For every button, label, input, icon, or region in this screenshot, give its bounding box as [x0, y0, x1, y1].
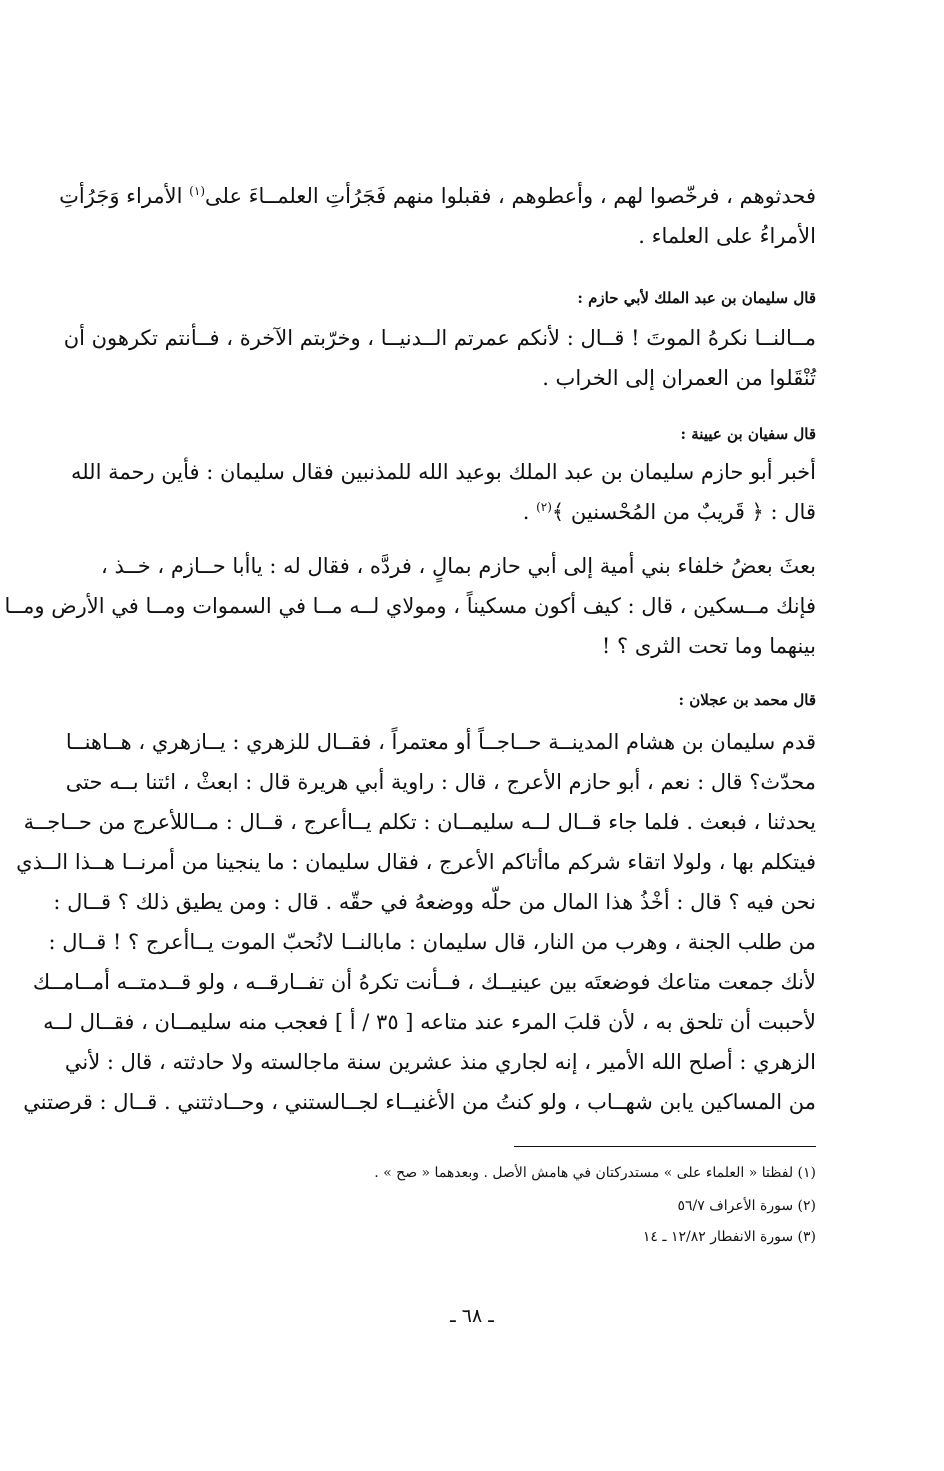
text-line: تُنْقَلوا من العمران إلى الخراب . — [542, 366, 816, 390]
text-line — [118, 492, 816, 532]
text-line: الأمراءُ على العلماء . — [638, 224, 816, 248]
text-line: فيتكلم بها ، ولولا اتقاء شركم ماأتاكم الأعرج ، فقال سليمان : ما ينجينا من أمرنــا هــذا الــذي — [16, 850, 816, 874]
footnote-marker: (١) — [189, 184, 205, 198]
text-segment: الأمراء وَجَرُأتِ — [59, 184, 190, 208]
footnote-3: (٣) سورة الانفطار ١٢/٨٢ ـ ١٤ — [642, 1229, 816, 1245]
text-segment: . — [522, 500, 537, 524]
footnote-2: (٢) سورة الأعراف ٥٦/٧ — [677, 1198, 816, 1214]
text-line — [59, 176, 816, 216]
text-line: نحن فيه ؟ قال : أخْذُ هذا المال من حلّه ووضعهُ في حقّه . قال : ومن يطيق ذلك ؟ قــال : — [53, 890, 816, 914]
text-line: من طلب الجنة ، وهرب من النار، قال سليمان : مابالنــا لانُحبّ الموت يــاأعرج ؟ ! قــال : — [48, 930, 816, 954]
section-body — [70, 452, 816, 532]
text-line: الزهري : أصلح الله الأمير ، إنه لجاري منذ عشرين سنة ماجالسته ولا حادثته ، قال : لأني — [64, 1050, 816, 1074]
text-line: أخبر أبو حازم سليمان بن عبد الملك بوعيد الله للمذنبين فقال سليمان : فأين رحمة الله — [70, 460, 816, 484]
paragraph-umayyad-caliph — [4, 546, 816, 666]
text-line: مــالنــا نكرهُ الموتَ ! قــال : لأنكم عمرتم الــدنيــا ، وخرّبتم الآخرة ، فــأنتم تكرهون أن — [63, 326, 816, 350]
text-line: من المساكين يابن شهــاب ، ولو كنتُ من الأغنيــاء لجــالستني ، وحــادثتني . قــال : قرصتني — [23, 1090, 816, 1114]
section-body — [16, 722, 816, 1122]
opening-paragraph — [59, 176, 816, 256]
footnote-1: (١) لفظتا « العلماء على » مستدركتان في هامش الأصل . وبعدهما « صح » . — [374, 1165, 816, 1181]
text-line: بعثَ بعضُ خلفاء بني أمية إلى أبي حازم بمالٍ ، فردَّه ، فقال له : ياأبا حــازم ، خــذ ، — [100, 554, 816, 578]
section-body — [63, 318, 816, 398]
page-number: ـ ٦٨ ـ — [450, 1305, 494, 1327]
text-line: فإنك مــسكين ، قال : كيف أكون مسكيناً ، ومولاي لــه مــا في السموات ومــا في الأرض ومــا — [4, 594, 816, 618]
text-segment: فحدثوهم ، فرخّصوا لهم ، وأعطوهم ، فقبلوا منهم فَجَرُأتِ العلمــاءَ على — [205, 184, 816, 208]
section-sulayman-abu-hazim — [118, 286, 816, 310]
text-segment: قال : ﴿ قَريبٌ من المُحْسنين ﴾ — [551, 500, 816, 524]
section-heading: قال سليمان بن عبد الملك لأبي حازم : — [577, 289, 816, 307]
section-muhammad-ibn-ajlan — [118, 688, 816, 712]
section-heading: قال محمد بن عجلان : — [678, 691, 816, 709]
section-heading: قال سفيان بن عيينة : — [680, 425, 816, 443]
text-line: لأنك جمعت متاعك فوضعتَه بين عينيــك ، فــأنت تكرهُ أن تفــارقــه ، ولو قــدمتــه أمــامــك — [32, 970, 816, 994]
footnote-marker: (٢) — [536, 500, 552, 514]
text-line: قدم سليمان بن هشام المدينــة حــاجــاً أو معتمراً ، فقــال للزهري : يــازهري ، هــاهنــا — [65, 730, 816, 754]
section-sufyan — [118, 422, 816, 446]
text-line: لأحببت أن تلحق به ، لأن قلبَ المرء عند متاعه [ ٣٥ / أ ] فعجب منه سليمــان ، فقــال لــه — [43, 1010, 816, 1034]
text-line: يحدثنا ، فبعث . فلما جاء قــال لــه سليمــان : تكلم يــاأعرج ، قــال : مــاللأعرج من حــاجــة — [23, 810, 816, 834]
text-line: محدّث؟ قال : نعم ، أبو حازم الأعرج ، قال : راوية أبي هريرة قال : ابعثْ ، ائتنا بــه حتى — [65, 770, 816, 794]
text-line: بينهما وما تحت الثرى ؟ ! — [601, 634, 816, 658]
footnote-separator — [514, 1146, 816, 1147]
